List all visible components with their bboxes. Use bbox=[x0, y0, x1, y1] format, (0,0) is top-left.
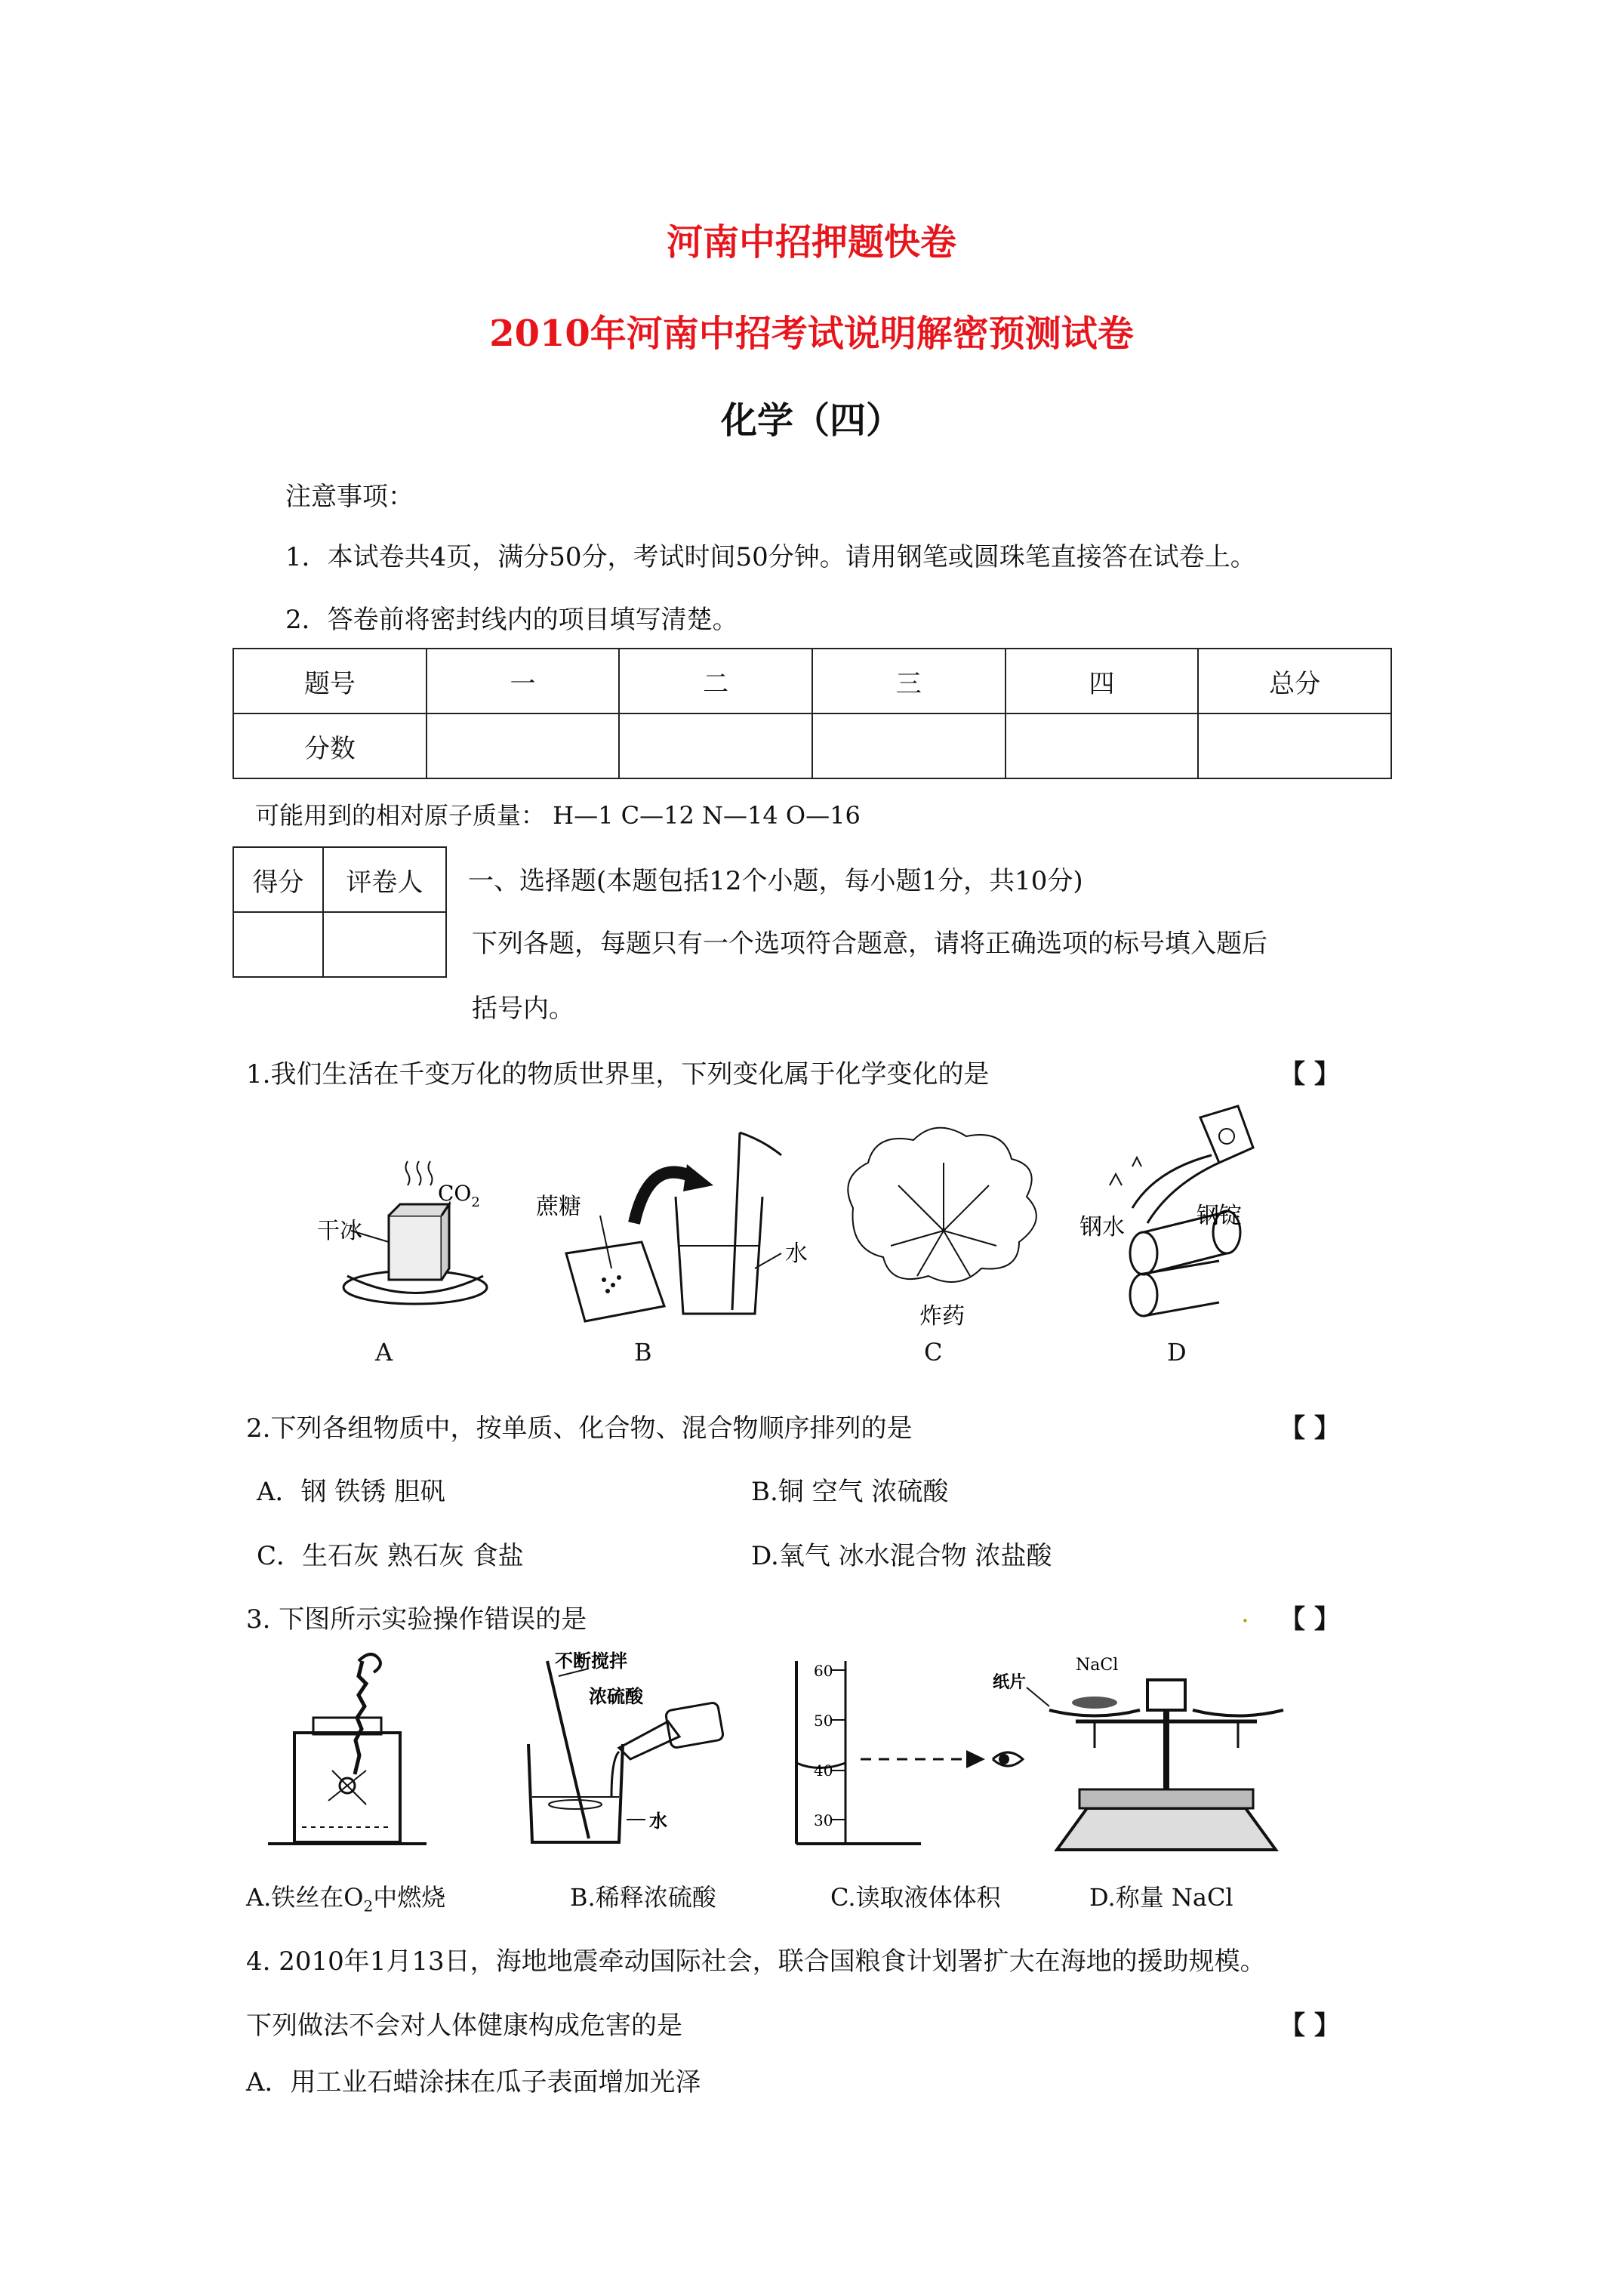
label-sugar: 蔗糖 bbox=[536, 1194, 581, 1220]
label-steel-ingot: 钢锭 bbox=[1196, 1203, 1242, 1229]
score-cell[interactable] bbox=[812, 713, 1006, 778]
answer-bracket[interactable]: 【 】 bbox=[1280, 1059, 1340, 1089]
label-conc-acid: 浓硫酸 bbox=[589, 1685, 643, 1707]
subject-title: 化学（四） bbox=[720, 399, 902, 442]
tick-50: 50 bbox=[814, 1712, 833, 1730]
score-cell[interactable] bbox=[1006, 713, 1199, 778]
question-1-figure bbox=[287, 1102, 1344, 1344]
section-1-title: 一、选择题(本题包括12个小题，每小题1分，共10分) bbox=[468, 866, 1083, 896]
tick-40: 40 bbox=[814, 1761, 833, 1780]
q1-option-d[interactable]: D bbox=[1167, 1338, 1187, 1367]
grader-box-score-cell[interactable] bbox=[233, 912, 323, 977]
atomic-mass-line: 可能用到的相对原子质量： H—1 C—12 N—14 O—16 bbox=[255, 801, 861, 830]
score-table-header: 一 bbox=[427, 649, 620, 713]
question-3-figure bbox=[257, 1646, 1351, 1857]
notice-title: 注意事项： bbox=[285, 482, 414, 512]
label-paper: 纸片 bbox=[993, 1672, 1027, 1692]
grader-box-grader-cell[interactable] bbox=[323, 912, 446, 977]
score-table bbox=[233, 648, 1392, 779]
q2-option-b[interactable]: B.铜 空气 浓硫酸 bbox=[751, 1477, 949, 1507]
answer-bracket[interactable]: 【 】 bbox=[1280, 2011, 1340, 2041]
q3-option-d[interactable]: D.称量 NaCl bbox=[1089, 1883, 1233, 1912]
stray-dot: . bbox=[1241, 1598, 1249, 1629]
score-cell[interactable] bbox=[427, 713, 620, 778]
label-explosive: 炸药 bbox=[919, 1303, 965, 1330]
tick-30: 30 bbox=[814, 1811, 833, 1829]
label-water: 水 bbox=[649, 1810, 667, 1832]
q4-option-a[interactable]: A．用工业石蜡涂抹在瓜子表面增加光泽 bbox=[246, 2067, 701, 2097]
grader-box-score-label: 得分 bbox=[233, 847, 323, 912]
iron-wire-burning-figure bbox=[268, 1654, 427, 1844]
label-water: 水 bbox=[785, 1240, 808, 1267]
score-table-header: 题号 bbox=[233, 649, 427, 713]
question-3-text: 3. 下图所示实验操作错误的是 bbox=[246, 1604, 587, 1635]
question-2-text: 2.下列各组物质中，按单质、化合物、混合物顺序排列的是 bbox=[246, 1413, 913, 1444]
question-1-text: 1.我们生活在千变万化的物质世界里，下列变化属于化学变化的是 bbox=[246, 1059, 990, 1089]
label-nacl: NaCl bbox=[1076, 1656, 1119, 1675]
q3-option-c[interactable]: C.读取液体体积 bbox=[830, 1883, 1001, 1912]
score-table-header: 四 bbox=[1006, 649, 1199, 713]
score-cell[interactable] bbox=[619, 713, 812, 778]
balance-figure bbox=[1027, 1680, 1283, 1850]
q1-option-b[interactable]: B bbox=[634, 1338, 652, 1367]
q2-option-c[interactable]: C．生石灰 熟石灰 食盐 bbox=[257, 1541, 524, 1571]
section-1-instruction: 下列各题，每题只有一个选项符合题意，请将正确选项的标号填入题后 bbox=[472, 929, 1267, 959]
section-1-instruction-cont: 括号内。 bbox=[472, 994, 574, 1024]
answer-bracket[interactable]: 【 】 bbox=[1280, 1413, 1340, 1444]
exam-title: 2010年河南中招考试说明解密预测试卷 bbox=[489, 313, 1134, 355]
label-molten-steel: 钢水 bbox=[1079, 1214, 1125, 1240]
q3-option-a[interactable]: A.铁丝在$O_2$中燃烧 bbox=[246, 1883, 446, 1915]
label-co2: $CO_2$ bbox=[438, 1181, 480, 1210]
exam-series-title: 河南中招押题快卷 bbox=[666, 221, 956, 264]
question-4-text: 4. 2010年1月13日，海地地震牵动国际社会，联合国粮食计划署扩大在海地的援助规模。 bbox=[246, 1946, 1266, 1977]
question-4-text-cont: 下列做法不会对人体健康构成危害的是 bbox=[246, 2011, 682, 2041]
q1-option-a[interactable]: A bbox=[375, 1338, 393, 1367]
explosion-figure bbox=[848, 1128, 1036, 1282]
label-dry-ice: 干冰 bbox=[317, 1218, 362, 1244]
score-cell[interactable] bbox=[1198, 713, 1391, 778]
q3-option-b[interactable]: B.稀释浓硫酸 bbox=[570, 1883, 716, 1912]
answer-bracket[interactable]: 【 】 bbox=[1280, 1604, 1340, 1635]
grader-box bbox=[233, 846, 447, 978]
tick-60: 60 bbox=[814, 1662, 833, 1680]
score-table-header: 三 bbox=[812, 649, 1006, 713]
q1-option-c[interactable]: C bbox=[924, 1338, 943, 1367]
q2-option-a[interactable]: A．钢 铁锈 胆矾 bbox=[257, 1477, 446, 1507]
score-table-header: 二 bbox=[619, 649, 812, 713]
score-table-header: 总分 bbox=[1198, 649, 1391, 713]
notice-item-1: 1．本试卷共4页，满分50分，考试时间50分钟。请用钢笔或圆珠笔直接答在试卷上。 bbox=[285, 542, 1256, 572]
label-stir: 不断搅拌 bbox=[555, 1650, 627, 1672]
sugar-dissolve-figure bbox=[566, 1133, 781, 1321]
score-table-row-label: 分数 bbox=[233, 713, 427, 778]
q2-option-d[interactable]: D.氧气 冰水混合物 浓盐酸 bbox=[751, 1541, 1052, 1571]
notice-item-2: 2．答卷前将密封线内的项目填写清楚。 bbox=[285, 605, 738, 635]
grader-box-grader-label: 评卷人 bbox=[323, 847, 446, 912]
